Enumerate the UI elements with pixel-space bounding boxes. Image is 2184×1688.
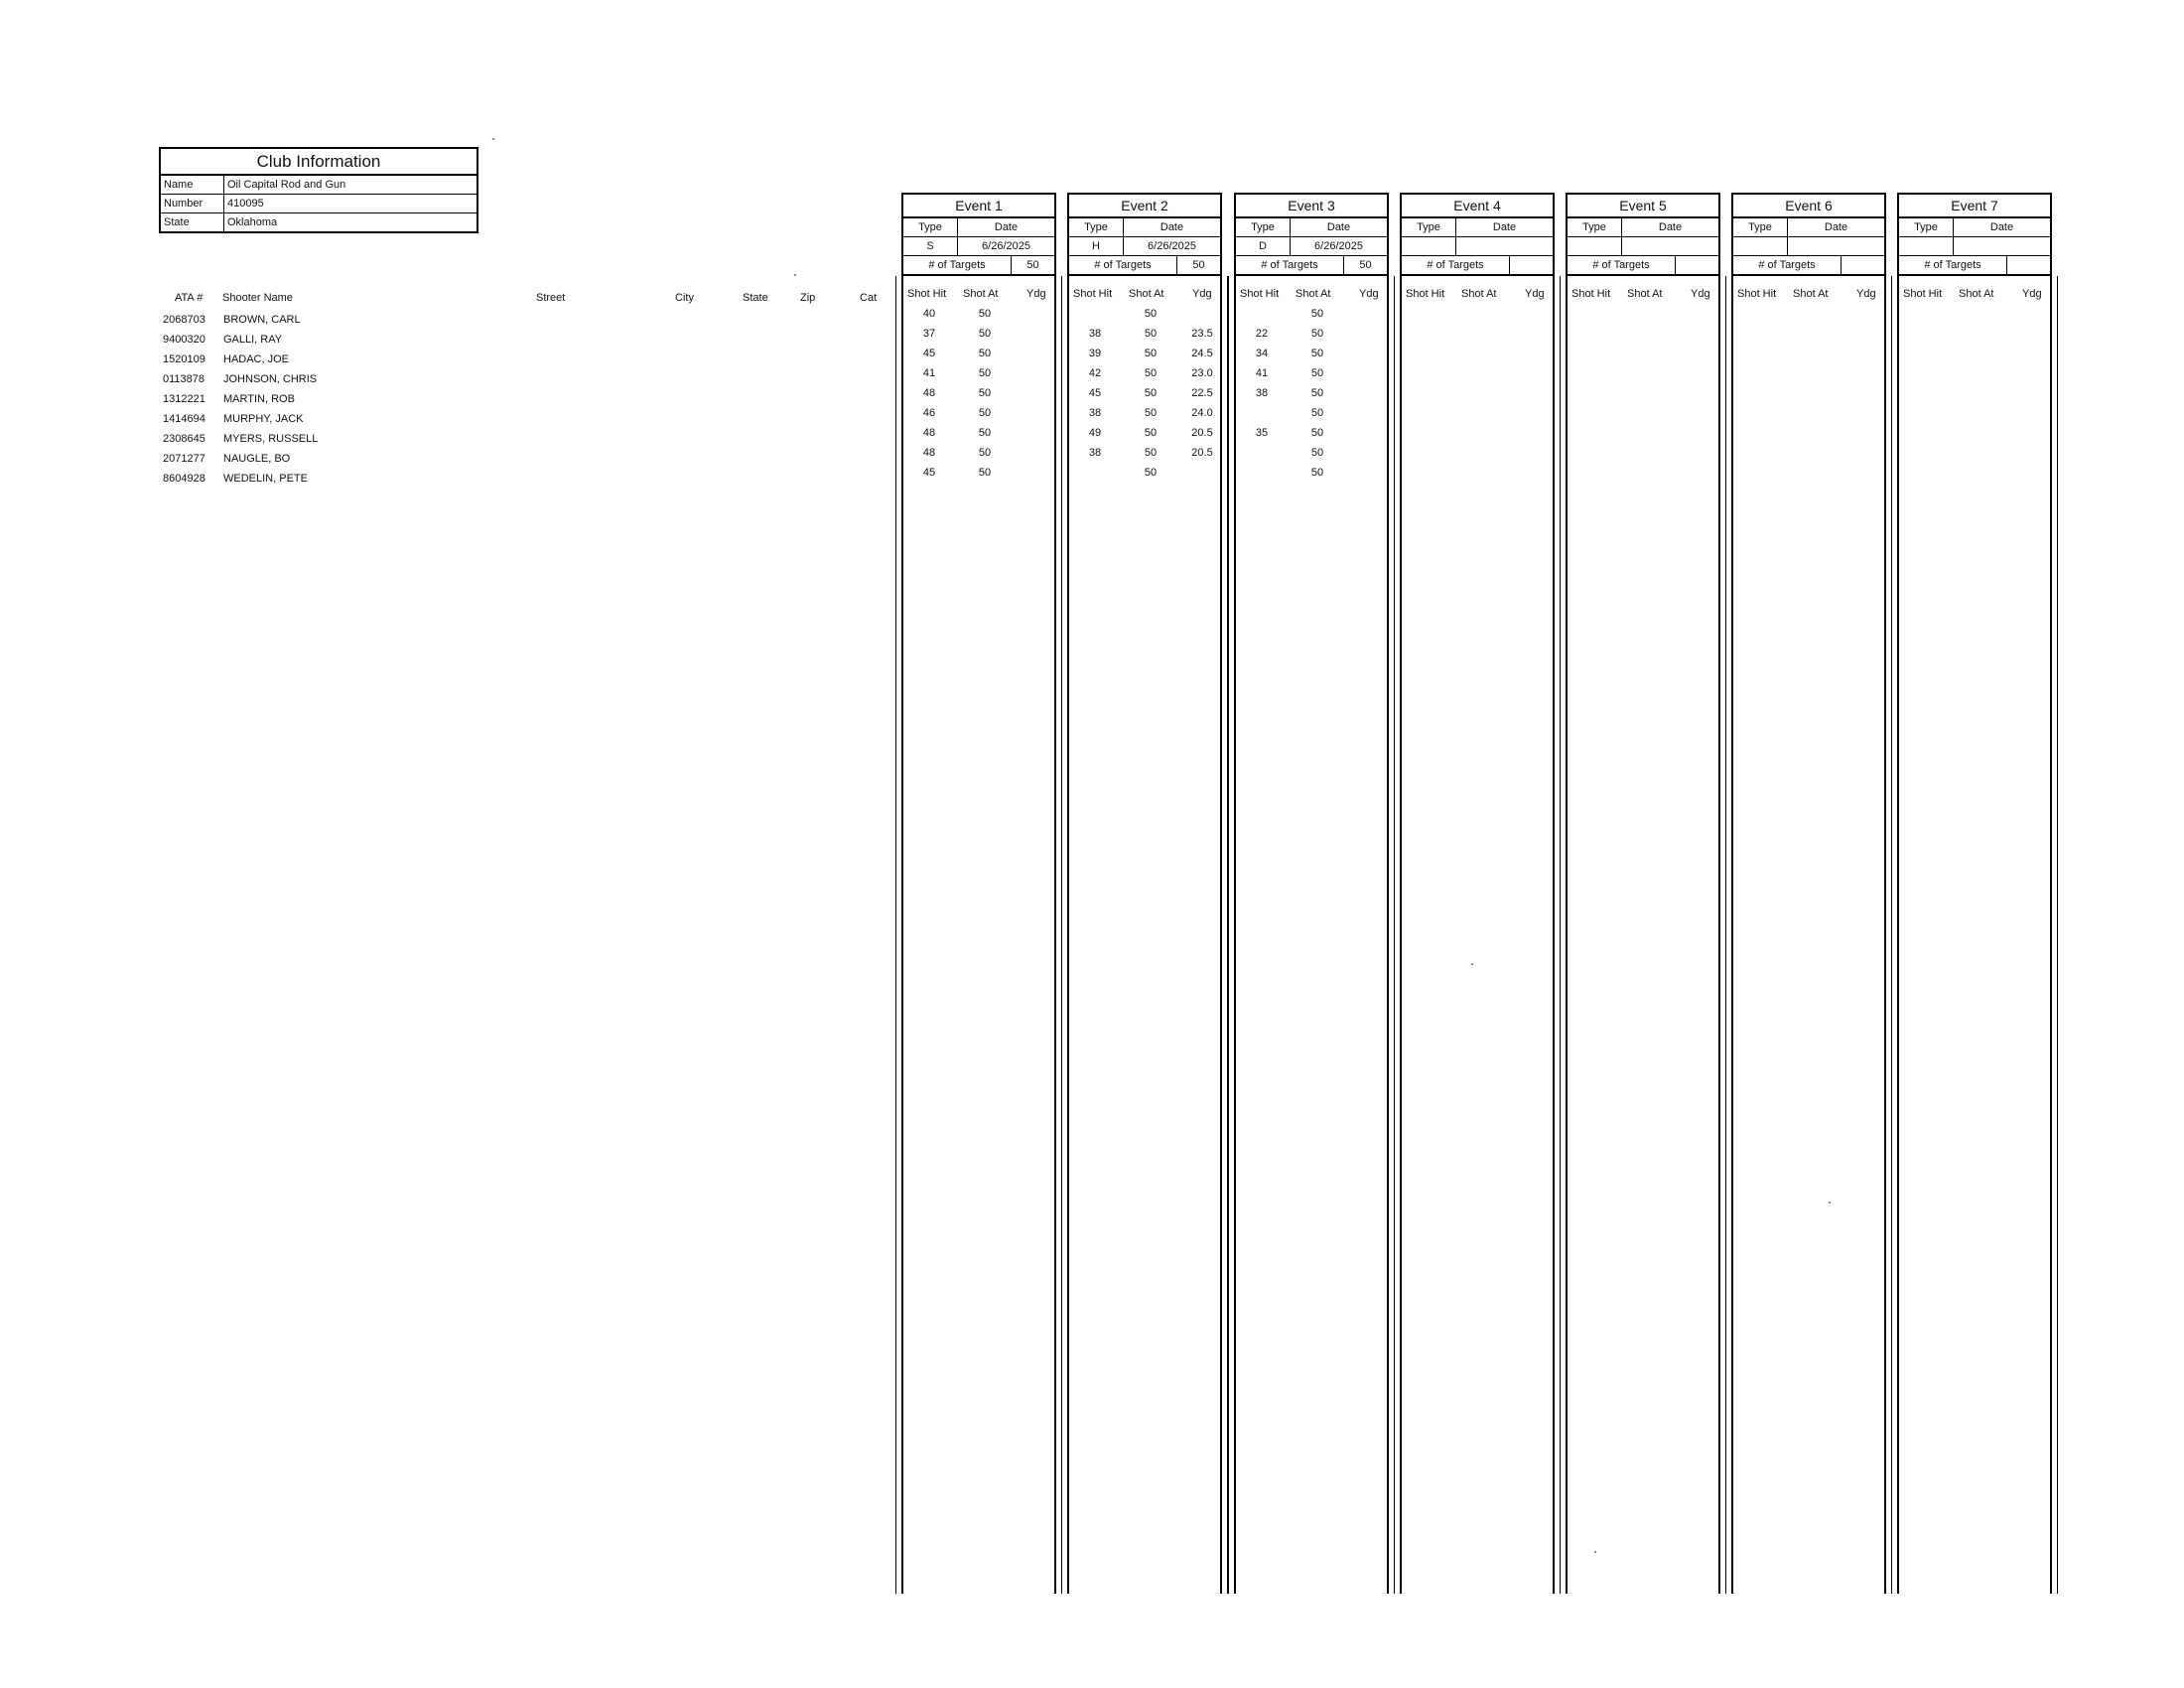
shot-hit-value: 45: [922, 467, 936, 479]
club-information-title: Club Information: [161, 149, 477, 176]
event-date-label: Date: [1492, 221, 1517, 233]
shot-hit-value: 45: [1088, 387, 1102, 399]
shot-at-value: 50: [978, 367, 992, 379]
shooter-ata-number: 2068703: [163, 314, 205, 326]
event-column: [1234, 193, 1389, 1594]
shot-at-value: 50: [1310, 367, 1324, 379]
event-score-body: [1731, 276, 1886, 1594]
event-targets-row: [1733, 256, 1884, 276]
event-type-value: [1568, 237, 1622, 255]
event-targets-row: [903, 256, 1054, 276]
yardage-value: 23.0: [1191, 367, 1213, 379]
shot-hit-value: 22: [1255, 328, 1269, 340]
event-title: Event 1: [903, 195, 1054, 218]
event-column: [901, 193, 1056, 1594]
event-date-value: 6/26/2025: [1314, 240, 1363, 252]
shooter-ata-number: 0113878: [163, 373, 205, 385]
event-title: Event 6: [1733, 195, 1884, 218]
club-number-label: Number: [161, 195, 224, 212]
event-type-label: Type: [1402, 218, 1456, 236]
event-type-date-values: [1899, 237, 2050, 256]
event-header-box: [1234, 193, 1389, 276]
shot-at-value: 50: [978, 328, 992, 340]
event-targets-label: # of Targets: [1568, 256, 1676, 274]
club-name-value: Oil Capital Rod and Gun: [227, 179, 346, 191]
shooter-name: MYERS, RUSSELL: [223, 433, 319, 445]
shot-hit-value: 42: [1088, 367, 1102, 379]
event-type-value: [1402, 237, 1456, 255]
event-type-value: [1899, 237, 1954, 255]
club-state-label: State: [161, 213, 224, 231]
shot-at-value: 50: [1310, 348, 1324, 359]
shooter-name: HADAC, JOE: [223, 353, 290, 365]
club-name-row: [161, 176, 477, 195]
ydg-header: Ydg: [2022, 288, 2042, 300]
event-header-box: [1897, 193, 2052, 276]
shooter-name: NAUGLE, BO: [223, 453, 291, 465]
event-score-body: [1067, 276, 1222, 1594]
yardage-value: 24.5: [1191, 348, 1213, 359]
shot-at-header: Shot At: [1129, 288, 1164, 300]
shot-at-value: 50: [1310, 308, 1324, 320]
event-targets-value: [1510, 256, 1553, 274]
ydg-header: Ydg: [1359, 288, 1379, 300]
shot-hit-header: Shot Hit: [1737, 288, 1777, 300]
ydg-header: Ydg: [1856, 288, 1876, 300]
event-date-label: Date: [1658, 221, 1683, 233]
shot-at-value: 50: [1144, 387, 1158, 399]
event-targets-label: # of Targets: [1733, 256, 1842, 274]
event-date-value: [1622, 237, 1718, 255]
event-type-label: Type: [1899, 218, 1954, 236]
column-header-shooter-name: Shooter Name: [222, 292, 293, 304]
event-type-value: S: [903, 237, 958, 255]
column-header-cat: Cat: [860, 292, 878, 304]
event-score-body: [1234, 276, 1389, 1594]
shot-at-value: 50: [1310, 447, 1324, 459]
event-date-label: Date: [1326, 221, 1351, 233]
ydg-header: Ydg: [1026, 288, 1046, 300]
shot-hit-value: 38: [1255, 387, 1269, 399]
ydg-header: Ydg: [1192, 288, 1212, 300]
shot-hit-header: Shot Hit: [1073, 288, 1113, 300]
event-type-date-labels: [1402, 218, 1553, 237]
club-number-row: [161, 195, 477, 213]
shooter-name: MURPHY, JACK: [223, 413, 304, 425]
event-targets-row: [1899, 256, 2050, 276]
column-header-street: Street: [536, 292, 566, 304]
shooter-name: WEDELIN, PETE: [223, 473, 308, 485]
yardage-value: 20.5: [1191, 447, 1213, 459]
event-date-value: 6/26/2025: [1148, 240, 1196, 252]
shot-at-value: 50: [978, 348, 992, 359]
event-score-body: [1897, 276, 2052, 1594]
event-targets-label: # of Targets: [1236, 256, 1344, 274]
event-type-date-labels: [1236, 218, 1387, 237]
ydg-header: Ydg: [1691, 288, 1710, 300]
event-targets-row: [1568, 256, 1718, 276]
event-date-value: 6/26/2025: [982, 240, 1030, 252]
shot-hit-value: 48: [922, 427, 936, 439]
event-type-date-values: [903, 237, 1054, 256]
event-title: Event 5: [1568, 195, 1718, 218]
event-type-value: H: [1069, 237, 1124, 255]
shooter-ata-number: 1520109: [163, 353, 205, 365]
event-column: [1566, 193, 1720, 1594]
event-targets-value: [1676, 256, 1718, 274]
shot-hit-header: Shot Hit: [1571, 288, 1611, 300]
shot-hit-value: 39: [1088, 348, 1102, 359]
scan-speck: [1594, 1551, 1596, 1553]
event-type-date-values: [1069, 237, 1220, 256]
shot-hit-value: 37: [922, 328, 936, 340]
scan-speck: [1471, 963, 1473, 965]
event-type-date-values: [1733, 237, 1884, 256]
event-score-body: [1566, 276, 1720, 1594]
shot-hit-value: 45: [922, 348, 936, 359]
event-type-date-labels: [903, 218, 1054, 237]
event-type-label: Type: [1069, 218, 1124, 236]
event-date-value: [1788, 237, 1884, 255]
shot-hit-value: 38: [1088, 407, 1102, 419]
event-column: [1897, 193, 2052, 1594]
event-type-value: [1733, 237, 1788, 255]
event-date-value: [1456, 237, 1553, 255]
shot-hit-value: 38: [1088, 328, 1102, 340]
yardage-value: 22.5: [1191, 387, 1213, 399]
event-targets-label: # of Targets: [903, 256, 1012, 274]
event-title: Event 3: [1236, 195, 1387, 218]
shot-at-header: Shot At: [1627, 288, 1663, 300]
event-date-value: [1954, 237, 2050, 255]
shooter-ata-number: 2308645: [163, 433, 205, 445]
shot-at-value: 50: [978, 447, 992, 459]
event-type-label: Type: [1236, 218, 1291, 236]
event-type-date-values: [1236, 237, 1387, 256]
shooter-ata-number: 2071277: [163, 453, 205, 465]
shooter-name: JOHNSON, CHRIS: [223, 373, 318, 385]
shot-at-header: Shot At: [1296, 288, 1331, 300]
event-score-body: [1400, 276, 1555, 1594]
event-title: Event 7: [1899, 195, 2050, 218]
yardage-value: 23.5: [1191, 328, 1213, 340]
club-state-row: [161, 213, 477, 231]
shot-hit-value: 46: [922, 407, 936, 419]
event-targets-value: [1842, 256, 1884, 274]
yardage-value: 20.5: [1191, 427, 1213, 439]
shot-at-value: 50: [1144, 367, 1158, 379]
shot-hit-value: 49: [1088, 427, 1102, 439]
event-type-date-labels: [1069, 218, 1220, 237]
shot-hit-value: 48: [922, 447, 936, 459]
event-type-label: Type: [903, 218, 958, 236]
event-type-date-values: [1568, 237, 1718, 256]
event-targets-value: 50: [1192, 259, 1205, 271]
shot-hit-header: Shot Hit: [1406, 288, 1445, 300]
event-type-date-values: [1402, 237, 1553, 256]
event-targets-row: [1402, 256, 1553, 276]
shooter-ata-number: 8604928: [163, 473, 205, 485]
shot-hit-value: 41: [922, 367, 936, 379]
shooter-ata-number: 9400320: [163, 334, 205, 346]
event-targets-label: # of Targets: [1899, 256, 2007, 274]
scan-speck: [492, 138, 494, 140]
scan-speck: [794, 274, 796, 276]
shot-at-header: Shot At: [1793, 288, 1829, 300]
event-column: [1731, 193, 1886, 1594]
shot-at-value: 50: [978, 407, 992, 419]
event-targets-label: # of Targets: [1402, 256, 1510, 274]
event-type-date-labels: [1733, 218, 1884, 237]
shot-hit-value: 48: [922, 387, 936, 399]
shot-at-value: 50: [978, 427, 992, 439]
event-date-label: Date: [1160, 221, 1184, 233]
event-title: Event 2: [1069, 195, 1220, 218]
shooter-name: BROWN, CARL: [223, 314, 301, 326]
event-score-body: [901, 276, 1056, 1594]
shot-hit-header: Shot Hit: [907, 288, 947, 300]
event-targets-value: 50: [1359, 259, 1372, 271]
shot-at-value: 50: [1310, 328, 1324, 340]
shot-hit-value: 40: [922, 308, 936, 320]
club-information-box: [159, 147, 478, 233]
event-header-box: [1400, 193, 1555, 276]
event-header-box: [1566, 193, 1720, 276]
shooter-name: MARTIN, ROB: [223, 393, 295, 405]
shot-at-value: 50: [1144, 467, 1158, 479]
event-date-label: Date: [1989, 221, 2014, 233]
ydg-header: Ydg: [1525, 288, 1545, 300]
event-targets-value: [2007, 256, 2050, 274]
shot-at-header: Shot At: [1461, 288, 1497, 300]
shooter-ata-number: 1312221: [163, 393, 205, 405]
column-header-ata: ATA #: [175, 292, 204, 304]
event-type-date-labels: [1568, 218, 1718, 237]
event-targets-row: [1236, 256, 1387, 276]
shot-at-value: 50: [1310, 407, 1324, 419]
shot-at-value: 50: [1144, 427, 1158, 439]
shooter-ata-number: 1414694: [163, 413, 205, 425]
shot-at-value: 50: [1144, 328, 1158, 340]
event-title: Event 4: [1402, 195, 1553, 218]
event-date-label: Date: [994, 221, 1019, 233]
event-column: [1067, 193, 1222, 1594]
shot-at-value: 50: [1144, 447, 1158, 459]
shot-at-value: 50: [1310, 427, 1324, 439]
shot-at-value: 50: [1310, 467, 1324, 479]
shot-at-value: 50: [978, 467, 992, 479]
shooter-name: GALLI, RAY: [223, 334, 283, 346]
event-targets-value: 50: [1026, 259, 1039, 271]
club-number-value: 410095: [227, 198, 264, 210]
shot-at-header: Shot At: [1959, 288, 1994, 300]
event-type-label: Type: [1733, 218, 1788, 236]
event-date-label: Date: [1824, 221, 1848, 233]
shot-at-value: 50: [978, 387, 992, 399]
shot-hit-header: Shot Hit: [1903, 288, 1943, 300]
event-header-box: [901, 193, 1056, 276]
shot-at-header: Shot At: [963, 288, 999, 300]
club-name-label: Name: [161, 176, 224, 194]
shot-hit-value: 41: [1255, 367, 1269, 379]
column-header-state: State: [743, 292, 768, 304]
event-column: [1400, 193, 1555, 1594]
yardage-value: 24.0: [1191, 407, 1213, 419]
shot-hit-header: Shot Hit: [1240, 288, 1280, 300]
shot-hit-value: 38: [1088, 447, 1102, 459]
event-type-date-labels: [1899, 218, 2050, 237]
event-targets-label: # of Targets: [1069, 256, 1177, 274]
event-type-value: D: [1236, 237, 1291, 255]
shot-hit-value: 34: [1255, 348, 1269, 359]
column-header-zip: Zip: [800, 292, 816, 304]
event-type-label: Type: [1568, 218, 1622, 236]
column-header-city: City: [675, 292, 694, 304]
shot-at-value: 50: [978, 308, 992, 320]
scan-speck: [1829, 1201, 1831, 1203]
event-header-box: [1731, 193, 1886, 276]
shot-at-value: 50: [1144, 407, 1158, 419]
shot-at-value: 50: [1310, 387, 1324, 399]
shot-hit-value: 35: [1255, 427, 1269, 439]
shot-at-value: 50: [1144, 348, 1158, 359]
shot-at-value: 50: [1144, 308, 1158, 320]
event-targets-row: [1069, 256, 1220, 276]
event-header-box: [1067, 193, 1222, 276]
club-state-value: Oklahoma: [227, 216, 278, 228]
